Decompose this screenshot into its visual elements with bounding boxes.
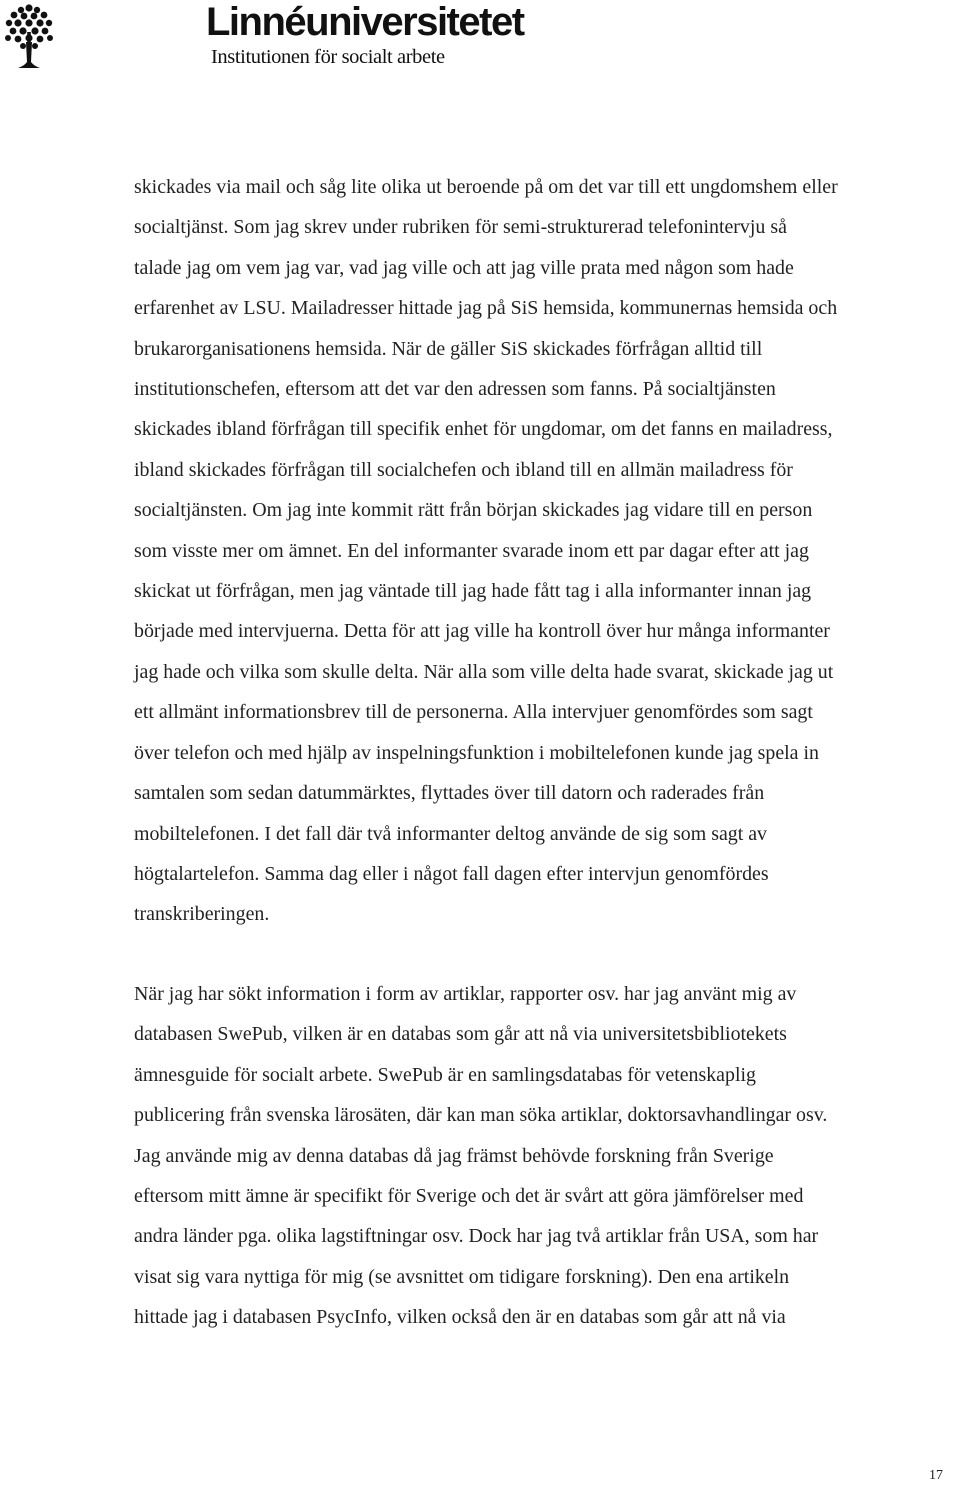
- page-header: [0, 0, 620, 80]
- tree-logo-icon: [4, 2, 54, 70]
- page-number: 17: [929, 1468, 943, 1483]
- body-paragraph: När jag har sökt information i form av artiklar, rapporter osv. har jag använt mig av databasen SwePub, vilken är en databas som går att nå via universitetsbibliotekets ämnesguide för socialt arbete. SwePub är en samlingsdatabas för vetenskaplig publicering från svenska lärosäten, där kan man söka artiklar, doktorsavhandlingar osv. Jag använde mig av denna databas då jag främst behövde forskning från Sverige eftersom mitt ämne är specifikt för Sverige och det är svårt att göra jämförelser med andra länder pga. olika lagstiftningar osv. Dock har jag två artiklar från USA, som har visat sig vara nyttiga för mig (se avsnittet om tidigare forskning). Den ena artikeln hittade jag i databasen PsycInfo, vilken också den är en databas som går att nå via: [134, 983, 828, 1329]
- university-name: Linnéuniversitetet: [206, 0, 524, 44]
- department-name: Institutionen för socialt arbete: [211, 46, 445, 68]
- body-paragraph: skickades via mail och såg lite olika ut beroende på om det var till ett ungdomshem eller socialtjänst. Som jag skrev under rubriken för semi-strukturerad telefonintervju så talade jag om vem jag var, vad jag ville och att jag ville prata med någon som hade erfarenhet av LSU. Mailadresser hittade jag på SiS hemsida, kommunernas hemsida och brukarorganisationens hemsida. När de gäller SiS skickades förfrågan alltid till institutionschefen, eftersom att det var den adressen som fanns. På socialtjänsten skickades ibland förfrågan till specifik enhet för ungdomar, om det fanns en mailadress, ibland skickades förfrågan till socialchefen och ibland till en allmän mailadress för socialtjänsten. Om jag inte kommit rätt från början skickades jag vidare till en person som visste mer om ämnet. En del informanter svarade inom ett par dagar efter att jag skickat ut förfrågan, men jag väntade till jag hade fått tag i alla informanter innan jag började med intervjuerna. Detta för att jag ville ha kontroll över hur många informanter jag hade och vilka som skulle delta. När alla som ville delta hade svarat, skickade jag ut ett allmänt informationsbrev till de personerna. Alla intervjuer genomfördes som sagt över telefon och med hjälp av inspelningsfunktion i mobiltelefonen kunde jag spela in samtalen som sedan datummärktes, flyttades över till datorn och raderades från mobiltelefonen. I det fall där två informanter deltog använde de sig som sagt av högtalartelefon. Samma dag eller i något fall dagen efter intervjun genomfördes transkriberingen.: [134, 176, 838, 926]
